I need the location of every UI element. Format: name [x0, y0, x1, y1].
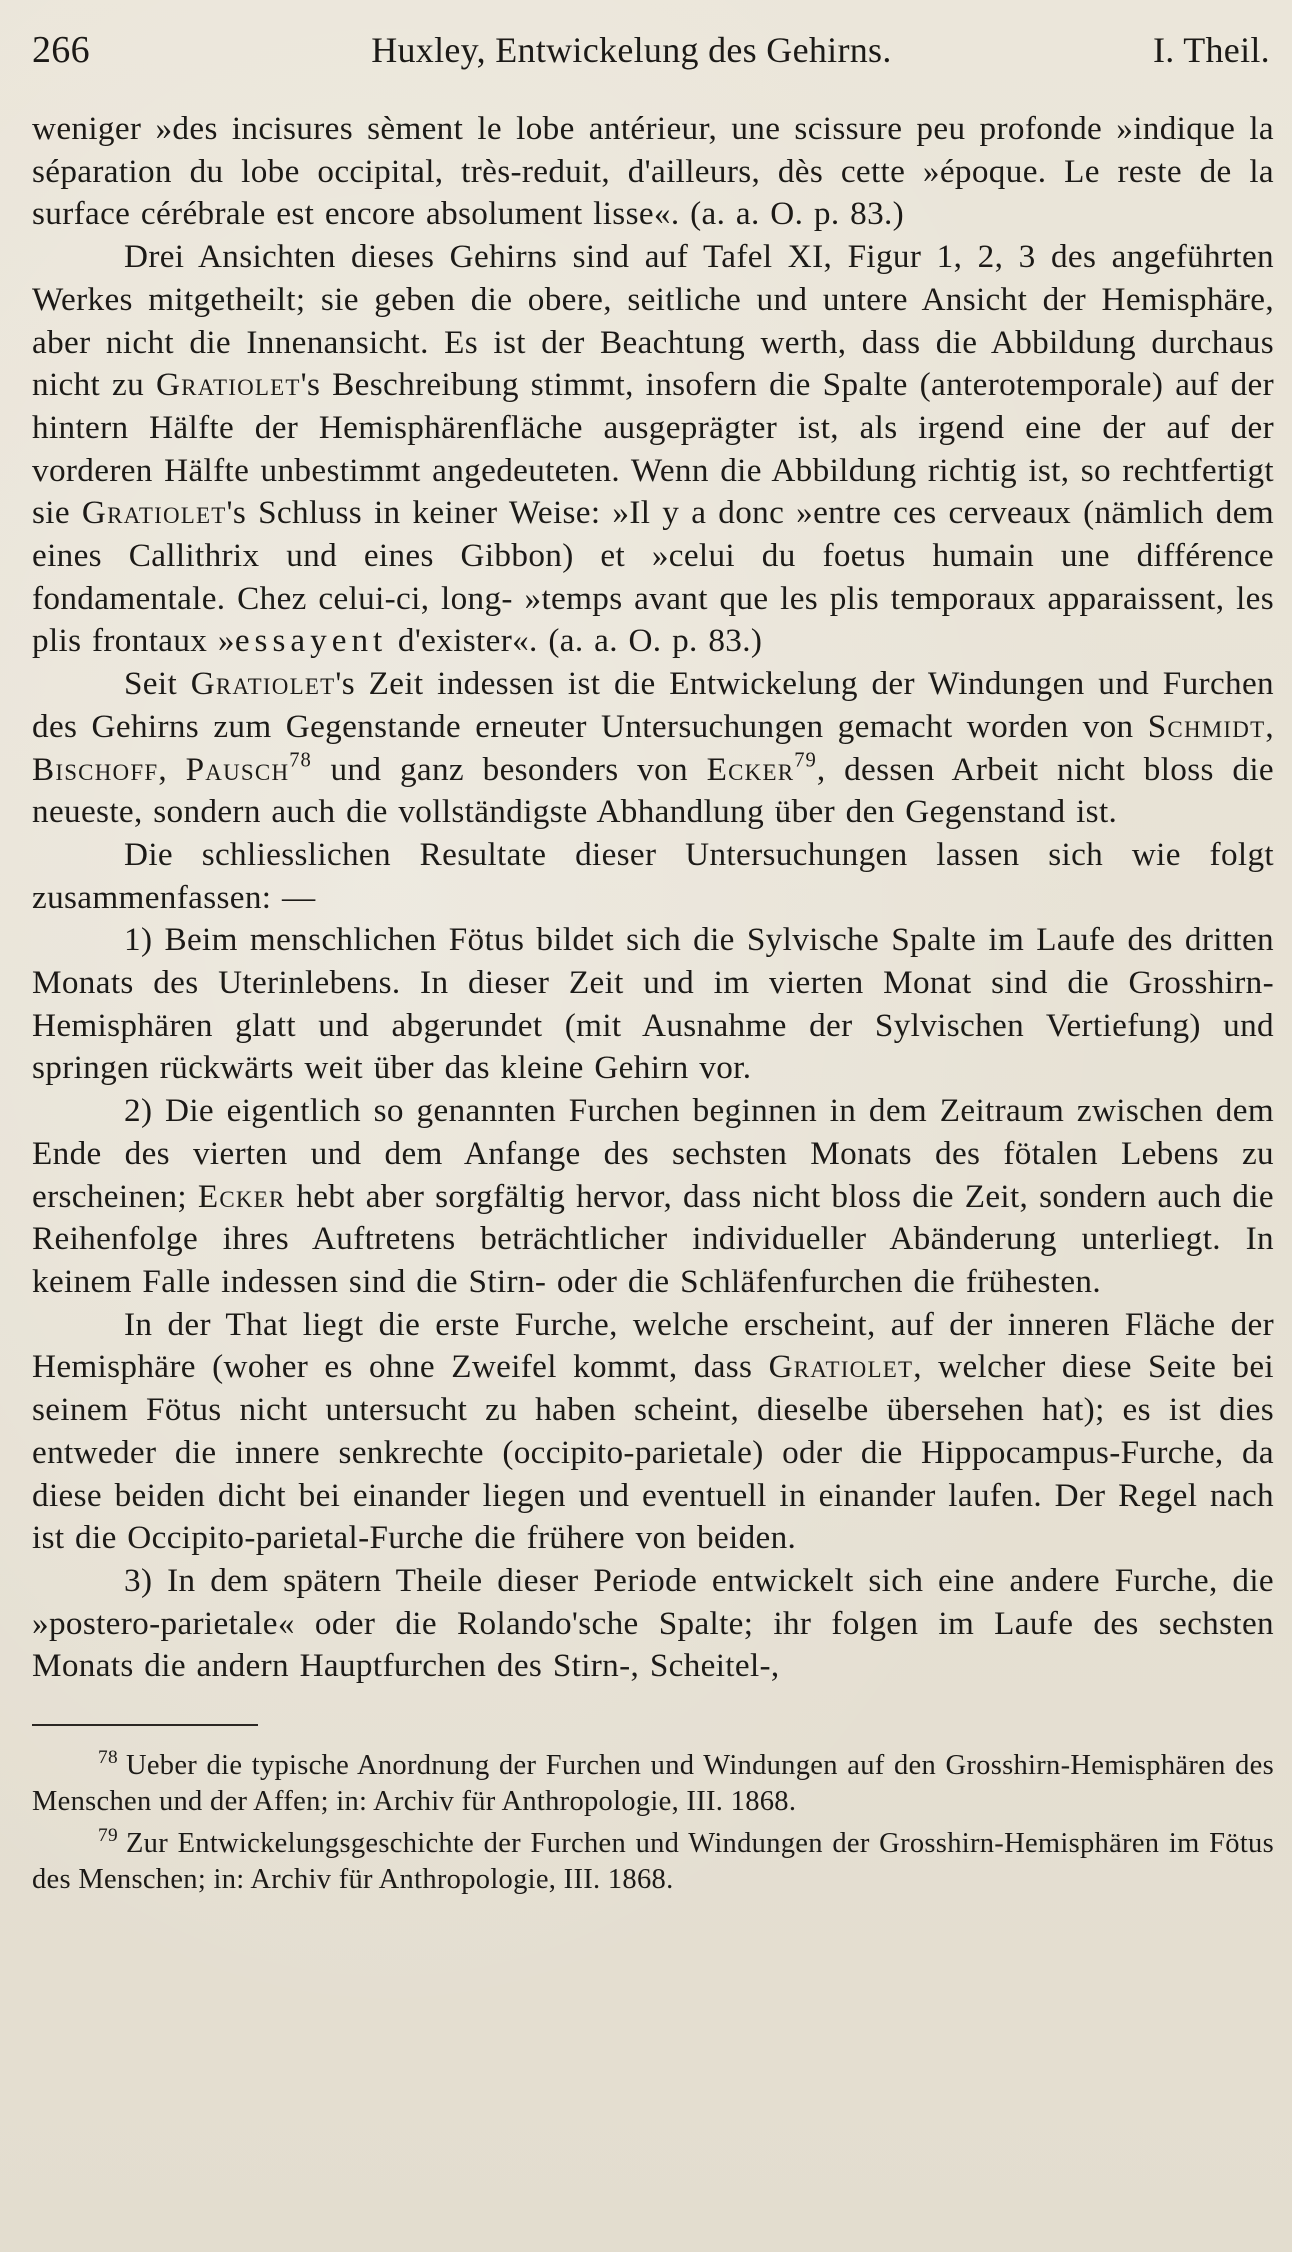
paragraph-1: weniger »des incisures sèment le lobe antérieur, une scissure peu profonde »indique la séparation du lobe occipital, très-reduit, d'ailleurs, dès cette »époque. Le reste de la surface cérébrale est encore absolument lisse«. (a. a. O. p. 83.)	[32, 110, 1274, 233]
footnote-mark: 78	[98, 1747, 118, 1769]
paragraph-2-part-c: 's Schluss in keiner Weise: »Il y a donc »entre ces cerveaux (nämlich dem eines Callithrix und eines Gibbon) et »celui du foetus humain une différence fondamentale. Chez celui-ci, long- »temps avant que les plis temporaux apparaissent, les plis frontaux »	[32, 494, 1274, 660]
paragraph-7-part-b: , welcher diese Seite bei seinem Fötus nicht untersucht zu haben scheint, dieselbe übersehen hat); es ist dies entweder die innere senkrechte (occipito-parietale) oder die Hippocampus-Furche, da diese beiden dicht bei einander liegen und eventuell in einander laufen. Der Regel nach ist die Occipito-parietal-Furche die frühere von beiden.	[32, 1348, 1275, 1557]
section-label: I. Theil.	[1152, 30, 1270, 70]
paragraph-6-part-a: 2) Die eigentlich so genannten Furchen beginnen in dem Zeitraum zwischen dem Ende des vierten und dem Anfange des sechsten Monats des fötalen Lebens zu erscheinen;	[32, 1092, 1274, 1215]
footnote-divider	[32, 1724, 258, 1726]
running-title: Huxley, Entwickelung des Gehirns.	[371, 30, 892, 70]
footnote	[32, 1826, 1274, 1898]
footnote-reference[interactable]: 79	[794, 749, 817, 772]
paragraph-3-part-a: Seit	[124, 665, 178, 703]
footnote-mark: 79	[98, 1825, 118, 1847]
paragraph-2-part-b: 's Beschreibung stimmt, insofern die Spalte (anterotemporale) auf der hintern Hälfte der Hemisphärenfläche ausgeprägter ist, als irgend eine der auf der vorderen Hälfte unbestimmt angedeuteten. Wenn die Abbildung richtig ist, so rechtfertigt sie	[32, 366, 1274, 532]
author-name: Gratiolet	[190, 665, 336, 703]
paragraph-8: 3) In dem spätern Theile dieser Periode entwickelt sich eine andere Furche, die »postero-parietale« oder die Rolando'sche Spalte; ihr folgen im Laufe des sechsten Monats die andern Hauptfurchen des Stirn-, Scheitel-,	[32, 1561, 1274, 1685]
footnote-reference[interactable]: 78	[289, 749, 312, 772]
paragraph-2	[32, 236, 1274, 663]
paragraph-6-part-b: hebt aber sorgfältig hervor, dass nicht bloss die Zeit, sondern auch die Reihenfolge ihres Auftretens beträchtlicher individueller Abänderung unterliegt. In keinem Falle indessen sind die Stirn- oder die Schläfenfurchen die frühesten.	[32, 1177, 1274, 1300]
emphasized-word: essayent	[234, 622, 388, 660]
author-name: Gratiolet	[81, 494, 227, 532]
paragraph-3-part-c: und ganz besonders von	[311, 750, 688, 788]
footnote-text: Ueber die typische Anordnung der Furchen und Windungen auf den Grosshirn-Hemisphären des Menschen und der Affen; in: Archiv für Anthropologie, III. 1868.	[32, 1750, 1274, 1818]
author-name: Ecker	[197, 1177, 286, 1215]
running-head	[32, 28, 1274, 72]
body-text	[32, 108, 1274, 1688]
author-name: Pausch	[185, 750, 290, 788]
footnotes	[32, 1748, 1274, 1898]
paragraph-2-part-a: Drei Ansichten dieses Gehirns sind auf Tafel XI, Figur 1, 2, 3 des angeführten Werkes mitgetheilt; sie geben die obere, seitliche und untere Ansicht der Hemisphäre, aber nicht die Innenansicht. Es ist der Beachtung werth, dass die Abbildung durchaus nicht zu	[32, 238, 1274, 404]
author-name: Schmidt	[1147, 707, 1266, 745]
paragraph-2-part-d: d'exister«. (a. a. O. p. 83.)	[387, 622, 763, 660]
paragraph-3-part-b: 's Zeit indessen ist die Entwickelung der Windungen und Furchen des Gehirns zum Gegenstande erneuter Untersuchungen gemacht worden von	[32, 665, 1274, 745]
author-name: Bischoff	[32, 750, 159, 788]
paragraph-3-part-d: , dessen Arbeit nicht bloss die neueste, sondern auch die vollständigste Abhandlung über den Gegenstand ist.	[32, 750, 1274, 831]
author-name: Gratiolet	[156, 366, 301, 404]
footnote	[32, 1748, 1274, 1820]
paragraph-7	[32, 1304, 1274, 1560]
page-number: 266	[32, 29, 90, 71]
paragraph-5: 1) Beim menschlichen Fötus bildet sich die Sylvische Spalte im Laufe des dritten Monats des Uterinlebens. In dieser Zeit und im vierten Monat sind die Grosshirn-Hemisphären glatt und abgerundet (mit Ausnahme der Sylvischen Vertiefung) und springen rückwärts weit über das kleine Gehirn vor.	[32, 921, 1274, 1087]
author-name: Ecker	[706, 750, 795, 788]
paragraph-4: Die schliesslichen Resultate dieser Untersuchungen lassen sich wie folgt zusammenfassen: —	[32, 835, 1274, 916]
author-name: Gratiolet	[768, 1348, 914, 1386]
paragraph-6	[32, 1090, 1274, 1304]
paragraph-7-part-a: In der That liegt die erste Furche, welche erscheint, auf der inneren Fläche der Hemisphäre (woher es ohne Zweifel kommt, dass	[32, 1305, 1274, 1386]
footnote-text: Zur Entwickelungsgeschichte der Furchen und Windungen der Grosshirn-Hemisphären im Fötus des Menschen; in: Archiv für Anthropologie, III. 1868.	[32, 1828, 1274, 1896]
paragraph-3: Seit Gratiolet's Zeit indessen ist die Entwickelung der Windungen und Furchen des Gehirns zum Gegenstande erneuter Untersuchungen gemacht worden von Schmidt, Bischoff, Pausch$^{78}$ und ganz besonders von Ecker$^{79}$, dessen Arbeit nicht bloss die neueste, sondern auch die vollständigste Abhandlung über den Gegenstand ist.	[32, 665, 1274, 831]
